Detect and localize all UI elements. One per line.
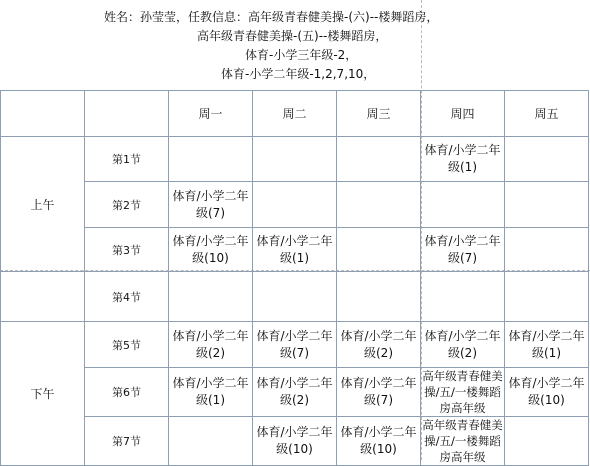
period-label: 第7节: [85, 417, 169, 466]
period-label: 第4节: [85, 272, 169, 322]
class-cell: 体育/小学二年级(2): [169, 322, 253, 368]
class-cell: 体育/小学二年级(10): [337, 417, 421, 466]
period-row: [1, 228, 589, 272]
timetable-cell: [421, 272, 505, 322]
timetable-cell: [505, 228, 589, 272]
day-header: 周五: [505, 91, 589, 137]
session-am-label: 上午: [1, 137, 85, 272]
class-cell: 体育/小学二年级(1): [169, 368, 253, 417]
period-row: [1, 137, 589, 182]
timetable-cell: [337, 272, 421, 322]
timetable-cell: [169, 272, 253, 322]
timetable-cell: [337, 137, 421, 182]
period-label: 第6节: [85, 368, 169, 417]
timetable-cell: [505, 272, 589, 322]
class-cell: 体育/小学二年级(2): [337, 322, 421, 368]
timetable-cell: [253, 272, 337, 322]
class-cell: 体育/小学二年级(1): [421, 137, 505, 182]
header-line-4: 体育-小学二年级-1,2,7,10，: [221, 67, 376, 81]
timetable-cell: [505, 137, 589, 182]
corner-cell: [1, 91, 85, 137]
timetable-cell: [169, 137, 253, 182]
timetable-cell: [337, 182, 421, 228]
day-header: 周二: [253, 91, 337, 137]
class-cell: 体育/小学二年级(7): [337, 368, 421, 417]
period-row: [1, 182, 589, 228]
class-cell: 体育/小学二年级(7): [169, 182, 253, 228]
class-cell: 体育/小学二年级(10): [505, 368, 589, 417]
period-row: [1, 272, 589, 322]
class-cell: 体育/小学二年级(2): [253, 368, 337, 417]
day-header-row: [1, 91, 589, 137]
class-cell: 体育/小学二年级(10): [253, 417, 337, 466]
header-line-2: 高年级青春健美操-(五)--楼舞蹈房，: [197, 29, 388, 43]
period-label: 第5节: [85, 322, 169, 368]
period-label: 第1节: [85, 137, 169, 182]
day-header: 周一: [169, 91, 253, 137]
period-label: 第2节: [85, 182, 169, 228]
class-cell: 体育/小学二年级(7): [421, 228, 505, 272]
class-cell: 高年级青春健美操/五/一楼舞蹈房高年级: [422, 369, 503, 415]
period-row: [1, 322, 589, 368]
period-row: [1, 417, 589, 466]
period-row: [1, 368, 589, 417]
header-line-1: 姓名：孙莹莹，任教信息：高年级青春健美操-(六)--楼舞蹈房，: [104, 10, 439, 24]
class-cell: 体育/小学二年级(1): [253, 228, 337, 272]
class-cell: 体育/小学二年级(2): [421, 322, 505, 368]
period-label: 第3节: [85, 228, 169, 272]
corner-cell: [85, 91, 169, 137]
timetable-cell: [253, 137, 337, 182]
timetable-cell: [421, 182, 505, 228]
timetable-cell: [337, 228, 421, 272]
timetable: [0, 90, 589, 466]
timetable-cell: [505, 417, 589, 466]
class-cell: 体育/小学二年级(10): [169, 228, 253, 272]
timetable-cell: [253, 182, 337, 228]
session-gap-cell: [1, 272, 85, 322]
header-line-3: 体育-小学三年级-2，: [245, 48, 358, 62]
teacher-info-header: [0, 6, 590, 88]
timetable-cell: [505, 182, 589, 228]
session-pm-label: 下午: [1, 322, 85, 466]
timetable-cell: [169, 417, 253, 466]
class-cell: 体育/小学二年级(7): [253, 322, 337, 368]
day-header: 周三: [337, 91, 421, 137]
class-cell: 体育/小学二年级(1): [505, 322, 589, 368]
class-cell: 高年级青春健美操/五/一楼舞蹈房高年级: [422, 418, 503, 464]
day-header: 周四: [421, 91, 505, 137]
